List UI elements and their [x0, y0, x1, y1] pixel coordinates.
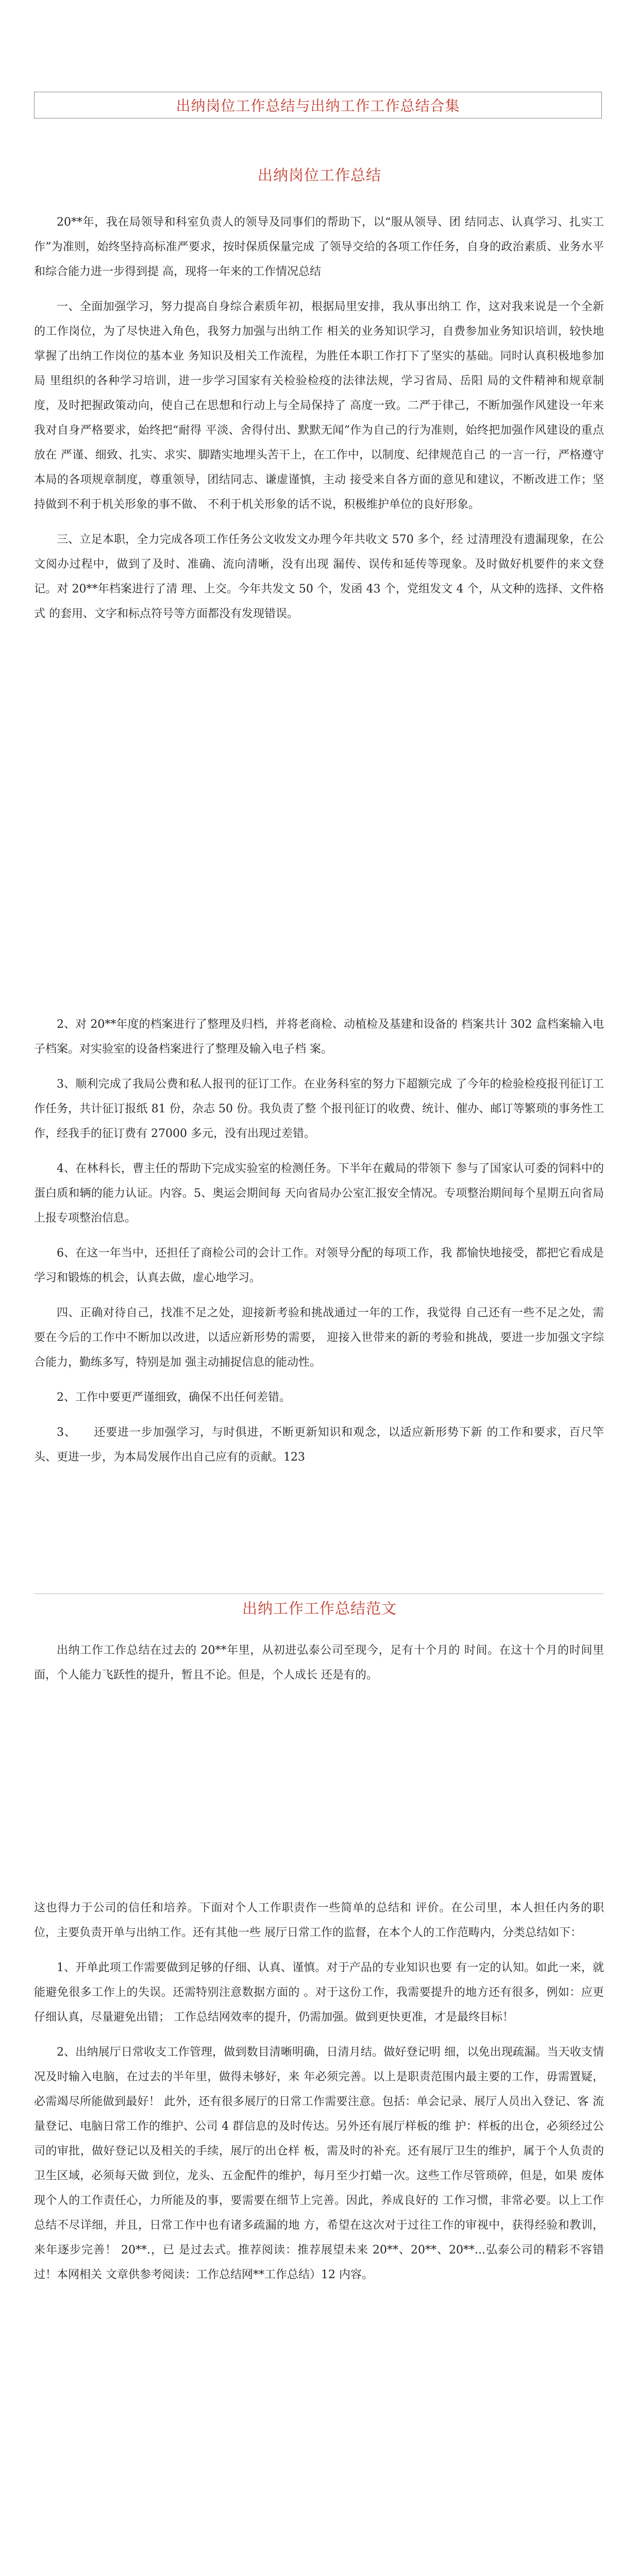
- section-1-title: 出纳岗位工作总结: [257, 166, 381, 184]
- paragraph: 2、对 20**年度的档案进行了整理及归档，并将老商检、动植检及基建和设备的 档案共计 302 盒档案输入电子档案。对实验室的设备档案进行了整理及输入电子档 案。: [34, 1018, 604, 1056]
- paragraph: 四、正确对待自己，找准不足之处，迎接新考验和挑战通过一年的工作，我觉得 自己还有一些不足之处，需要在今后的工作中不断加以改进，以适应新形势的需要， 迎接入世带来的新的考验和挑战，要进一步加强文字综合能力，勤练多写，特别是加 强主动捕捉信息的能动性。: [34, 1307, 604, 1369]
- paragraph: 2、出纳展厅日常收支工作管理，做到数目清晰明确，日清月结。做好登记明 细，以免出现疏漏。当天收支情况及时输入电脑，在过去的半年里，做得未够好，来 年必须完善。以上是职责范围内最主要的工作，毋需置疑，必需竭尽所能做到最好！ 此外，还有很多展厅的日常工作需要注意。包括：单会记录、展厅人员出入登记、客 流量登记、电脑日常工作的维护、公司 4 群信息的及时传达。另外还有展厅样板的维 护：样板的出仓，必须经过公司的审批，做好登记以及相关的手续，展厅的出仓样 板，需及时的补充。还有展厅卫生的维护，属于个人负责的卫生区域，必须每天做 到位，龙头、五金配件的维护，每月至少打蜡一次。这些工作尽管琐碎，但是，如果 废体现个人的工作责任心，力所能及的事，要需要在细节上完善。因此，养成良好的 工作习惯，非常必要。以上工作总结不尽详细，并且，日常工作中也有诸多疏漏的地 方，希望在这次对于过往工作的审视中，获得经验和教训，来年逐步完善！ 20**.，已 是过去式。推荐阅读：推荐展望未来 20**、20**、20**...弘泰公司的精彩不容错过！本网相关 文章供参考阅读：工作总结网**工作总结）12 内容。: [34, 2046, 604, 2281]
- section-1-body-a: [34, 210, 604, 637]
- paragraph: 4、在林科长，曹主任的帮助下完成实验室的检测任务。下半年在戴局的带领下 参与了国家认可委的饲料中的蛋白质和辆的能力认证。内容。5、奥运会期间每 天向省局办公室汇报安全情况。专项整治期间每个星期五向省局上报专项整治信息。: [34, 1162, 604, 1225]
- document-title-box: [34, 92, 602, 118]
- paragraph: 6、在这一年当中，还担任了商检公司的会计工作。对领导分配的每项工作，我 都愉快地接受，都把它看成是学习和锻炼的机会，认真去做，虚心地学习。: [34, 1247, 604, 1284]
- section-1-body-b: [34, 1012, 604, 1480]
- paragraph: 三、立足本职，全力完成各项工作任务公文收发文办理今年共收文 570 多个，经 过清理没有遗漏现象，在公文阅办过程中，做到了及时、准确、流向清晰，没有出现 漏传、误传和延传等现象。及时做好机要件的来文登记。对 20**年档案进行了清 理、上交。今年共发文 50 个，发函 43 个，党组发文 4 个，从文种的选择、文件格式 的套用、文字和标点符号等方面都没有发现错误。: [34, 533, 604, 620]
- paragraph: 2、工作中要更严谨细致，确保不出任何差错。: [57, 1391, 291, 1404]
- paragraph: 3、 还要进一步加强学习，与时俱进，不断更新知识和观念，以适应新形势下新 的工作和要求，百尺竿头、更进一步，为本局发展作出自己应有的贡献。123: [34, 1426, 604, 1464]
- paragraph: 1、开单此项工作需要做到足够的仔细、认真、谨慎。对于产品的专业知识也要 有一定的认知。如此一来，就能避免很多工作上的失误。还需特别注意数据方面的 。对于这份工作，我需要提升的地方还有很多，例如：应更仔细认真，尽量避免出错； 工作总结网效率的提升，仍需加强。做到更快更准，才是最终目标！: [34, 1961, 604, 2024]
- paragraph: 一、全面加强学习，努力提高自身综合素质年初，根据局里安排，我从事出纳工 作，这对我来说是一个全新的工作岗位，为了尽快进入角色，我努力加强与出纳工作 相关的业务知识学习，自费参加业务知识培训，较快地掌握了出纳工作岗位的基本业 务知识及相关工作流程，为胜任本职工作打下了坚实的基础。同时认真积极地参加局 里组织的各种学习培训，进一步学习国家有关检验检疫的法律法规，学习省局、岳阳 局的文件精神和规章制度，及时把握政策动向，使自己在思想和行动上与全局保持了 高度一致。二严于律己，不断加强作风建设一年来我对自身严格要求，始终把“耐得 平淡、舍得付出、默默无闻”作为自己的行为准则，始终把加强作风建设的重点放在 严谨、细致、扎实、求实、脚踏实地埋头苦干上，在工作中，以制度、纪律规范自己 的一言一行，严格遵守本局的各项规章制度，尊重领导，团结同志、谦虚谨慎，主动 接受来自各方面的意见和建议，不断改进工作；坚持做到不利于机关形象的事不做、 不利于机关形象的话不说，积极维护单位的良好形象。: [34, 300, 604, 511]
- section-2-title: 出纳工作工作总结范文: [242, 1600, 397, 1617]
- paragraph: 20**年，我在局领导和科室负责人的领导及同事们的帮助下，以“服从领导、团 结同志、认真学习、扎实工作”为准则，始终坚持高标准严要求，按时保质保量完成 了领导交给的各项工作任务，自身的政治素质、业务水平和综合能力进一步得到提 高，现将一年来的工作情况总结: [34, 216, 604, 278]
- paragraph: 3、顺利完成了我局公费和私人报刊的征订工作。在业务科室的努力下超额完成 了今年的检验检疫报刊征订工作任务，共计征订报纸 81 份，杂志 50 份。我负责了整 个报刊征订的收费、统计、催办、邮订等繁琐的事务性工作，经我手的征订费有 27000 多元，没有出现过差错。: [34, 1078, 604, 1140]
- document-title: 出纳岗位工作总结与出纳工作工作总结合集: [176, 97, 460, 114]
- section-2-body-b: [34, 1896, 604, 2298]
- paragraph: 这也得力于公司的信任和培养。下面对个人工作职责作一些简单的总结和 评价。在公司里，本人担任内务的职位，主要负责开单与出纳工作。还有其他一些 展厅日常工作的监督，在本个人的工作范畴内，分类总结如下：: [34, 1902, 604, 1939]
- section-2-body-a: [34, 1638, 604, 1698]
- paragraph: 出纳工作工作总结在过去的 20**年里，从初进弘泰公司至现今，足有十个月的 时间。在这十个月的时间里面，个人能力飞跃性的提升，暂且不论。但是，个人成长 还是有的。: [34, 1644, 604, 1682]
